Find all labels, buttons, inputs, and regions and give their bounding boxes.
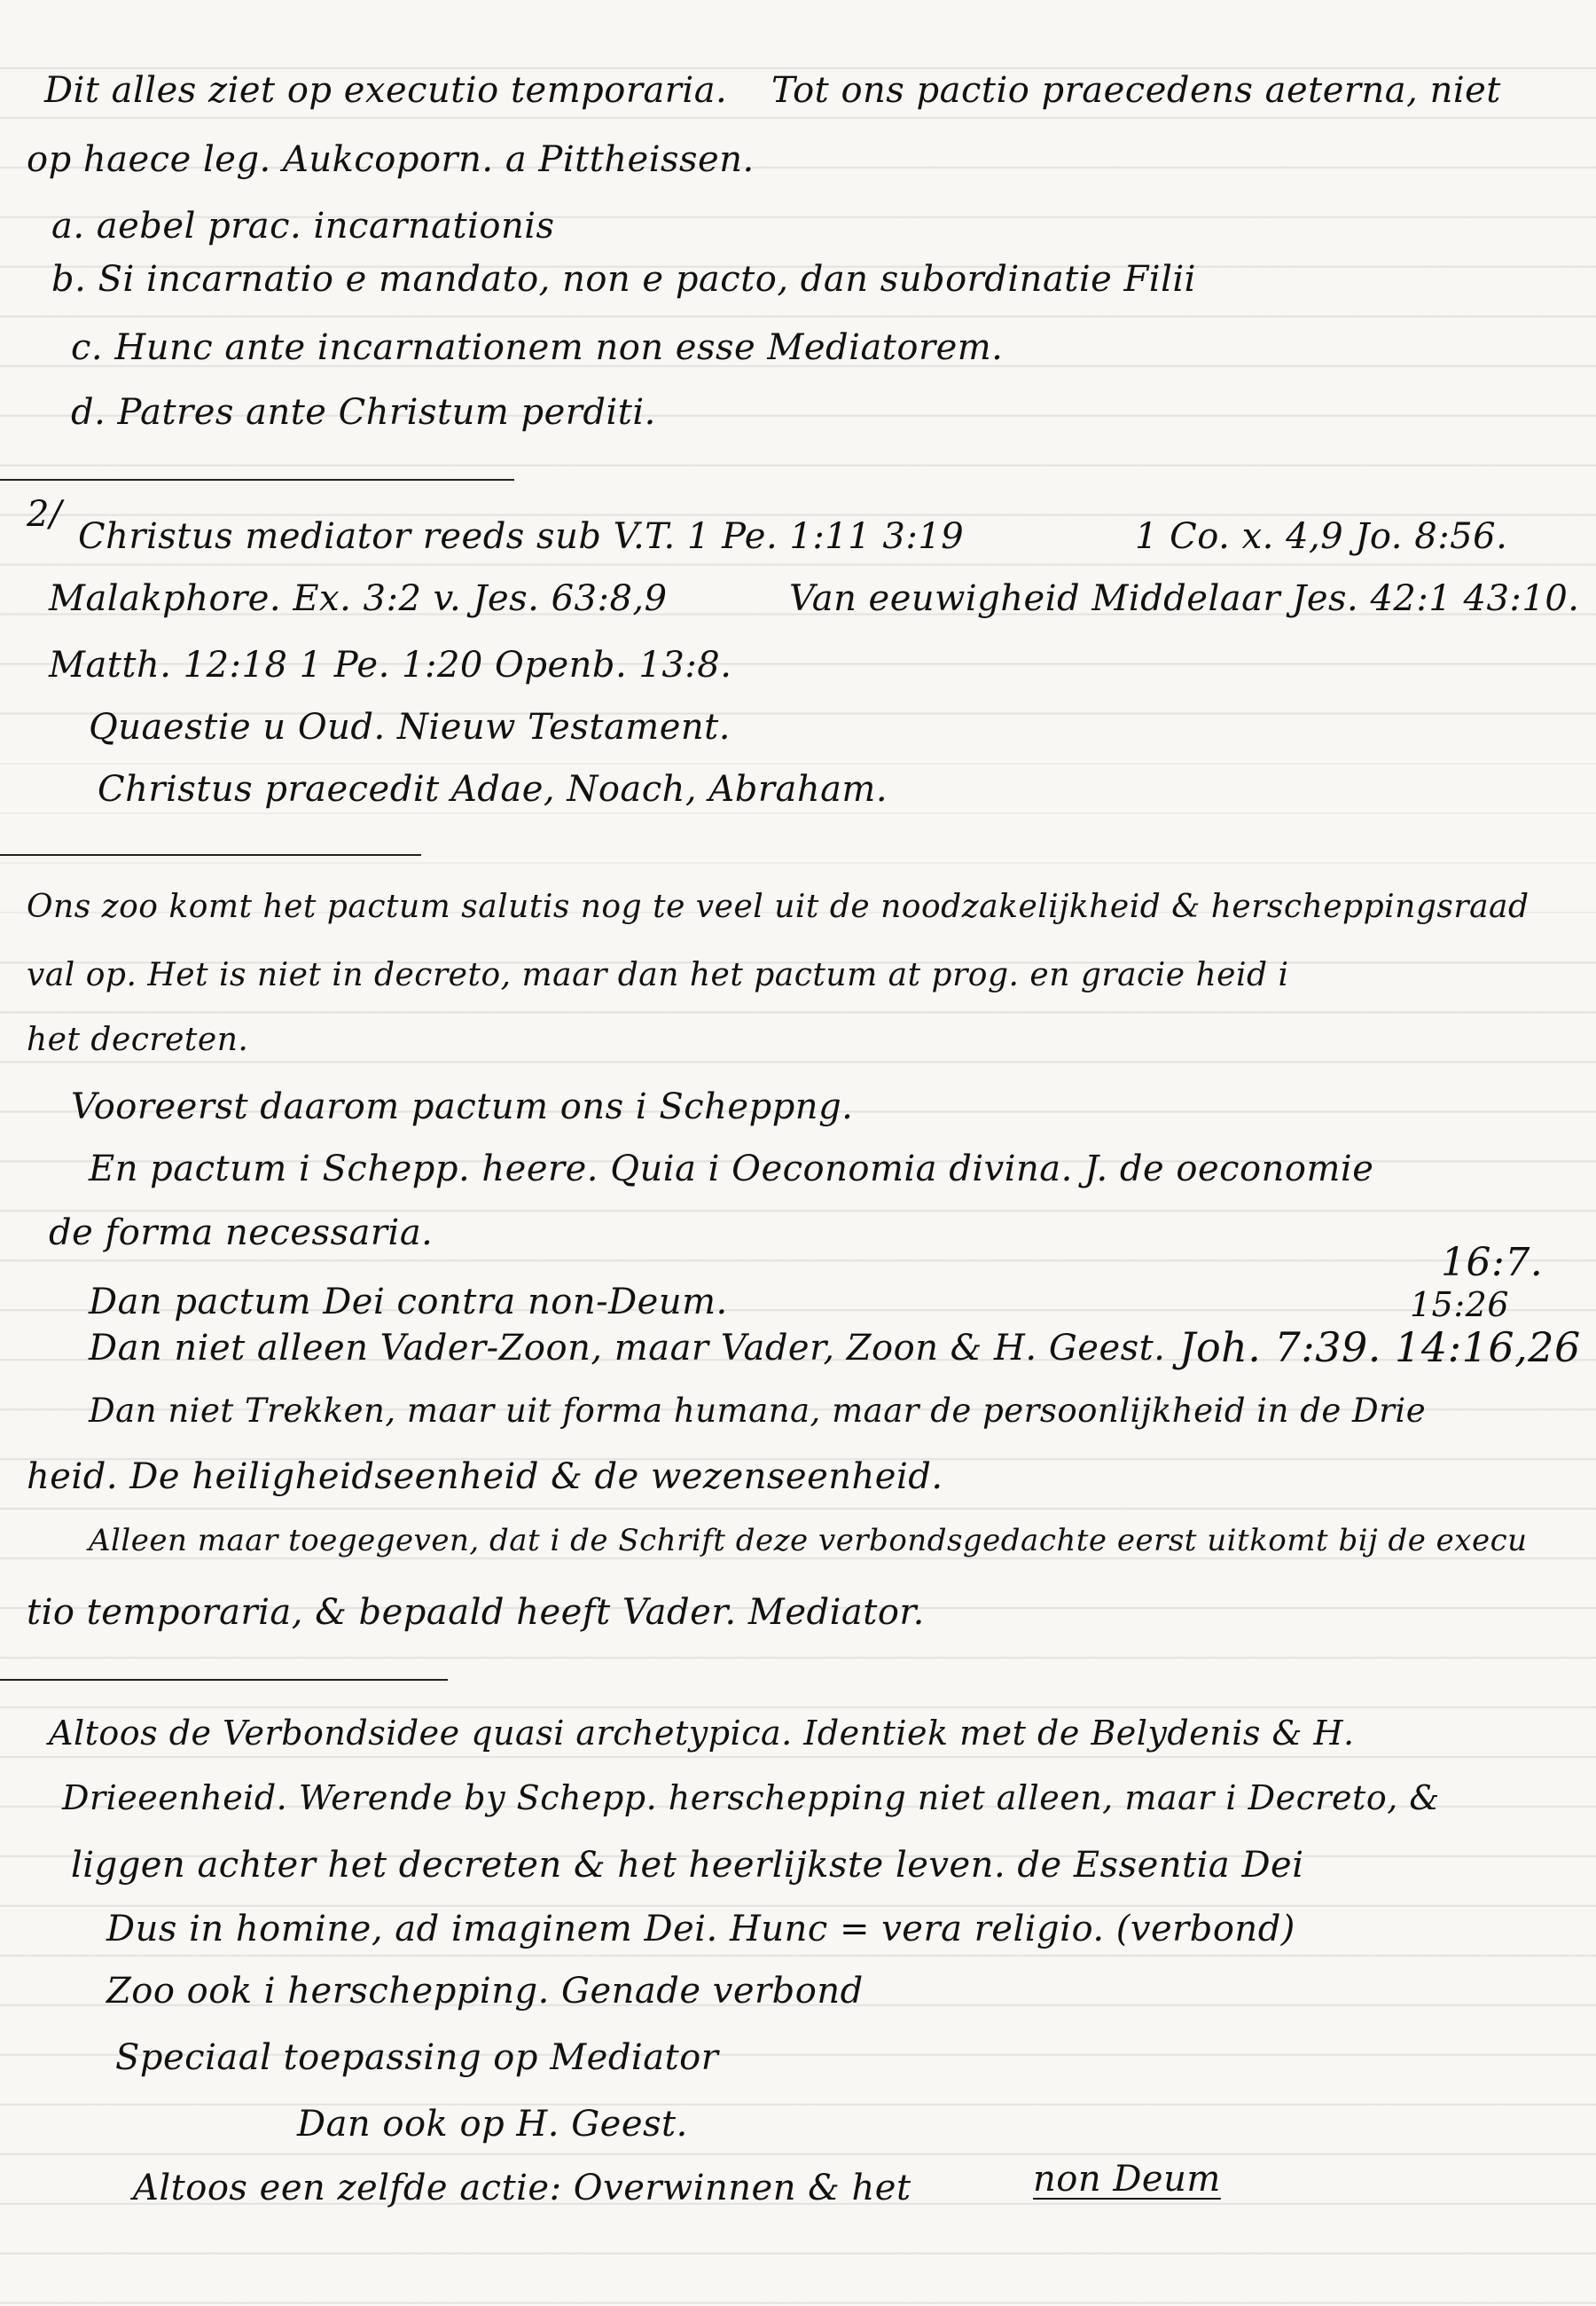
text-line: Alleen maar toegegeven, dat i de Schrift deze verbondsgedachte eerst uitkomt bij de execu bbox=[89, 1523, 1528, 1558]
text-line: Dus in homine, ad imaginem Dei. Hunc = vera religio. (verbond) bbox=[106, 1909, 1295, 1949]
text-line: Matth. 12:18 1 Pe. 1:20 Openb. 13:8. bbox=[49, 645, 732, 686]
text-line: Dan pactum Dei contra non-Deum. bbox=[89, 1282, 728, 1322]
section-divider bbox=[0, 479, 514, 481]
text-line: Christus mediator reeds sub V.T. 1 Pe. 1:11 3:19 bbox=[78, 516, 965, 557]
text-line: Tot ons pactio praecedens aeterna, niet bbox=[771, 70, 1501, 111]
text-line: heid. De heiligheidseenheid & de wezenseenheid. bbox=[27, 1456, 943, 1497]
text-line: Altoos de Verbondsidee quasi archetypica. Identiek met de Belydenis & H. bbox=[49, 1714, 1355, 1753]
text-line: Dan ook op H. Geest. bbox=[297, 2104, 688, 2145]
text-line: a. aebel prac. incarnationis bbox=[51, 206, 555, 247]
text-line: Joh. 7:39. 14:16,26 bbox=[1179, 1323, 1581, 1371]
text-line: Dan niet alleen Vader-Zoon, maar Vader, Zoon & H. Geest. bbox=[89, 1328, 1166, 1369]
text-line: b. Si incarnatio e mandato, non e pacto, dan subordinatie Filii bbox=[51, 259, 1196, 300]
text-line: de forma necessaria. bbox=[49, 1212, 434, 1253]
text-line: op haece leg. Aukcoporn. a Pittheissen. bbox=[27, 139, 755, 180]
text-line: Altoos een zelfde actie: Overwinnen & het bbox=[133, 2168, 911, 2208]
text-line: 1 Co. x. 4,9 Jo. 8:56. bbox=[1135, 516, 1508, 557]
text-line: En pactum i Schepp. heere. Quia i Oeconomia divina. J. de oeconomie bbox=[89, 1149, 1374, 1189]
text-line: liggen achter het decreten & het heerlijkste leven. de Essentia Dei bbox=[71, 1845, 1304, 1886]
text-line: Malakphore. Ex. 3:2 v. Jes. 63:8,9 bbox=[49, 578, 668, 619]
text-line: Dit alles ziet op executio temporaria. bbox=[44, 70, 728, 111]
text-line: Ons zoo komt het pactum salutis nog te veel uit de noodzakelijkheid & herscheppingsraad bbox=[27, 889, 1530, 925]
section-divider bbox=[0, 1679, 448, 1681]
text-line: d. Patres ante Christum perditi. bbox=[71, 392, 656, 433]
text-line: Vooreerst daarom pactum ons i Scheppng. bbox=[71, 1086, 854, 1127]
text-line: Speciaal toepassing op Mediator bbox=[115, 2037, 719, 2078]
text-line: c. Hunc ante incarnationem non esse Mediatorem. bbox=[71, 327, 1004, 368]
section-divider bbox=[0, 854, 421, 856]
text-line: 15:26 bbox=[1410, 1285, 1510, 1324]
text-line: Christus praecedit Adae, Noach, Abraham. bbox=[98, 769, 888, 810]
section-number: 2/ bbox=[27, 494, 62, 535]
text-line: Van eeuwigheid Middelaar Jes. 42:1 43:10. bbox=[789, 578, 1580, 619]
text-line: tio temporaria, & bepaald heeft Vader. Mediator. bbox=[27, 1592, 925, 1633]
text-line: Drieeenheid. Werende by Schepp. herschepping niet alleen, maar i Decreto, & bbox=[62, 1778, 1440, 1817]
text-line: Zoo ook i herschepping. Genade verbond bbox=[106, 1971, 864, 2012]
text-line: 16:7. bbox=[1441, 1240, 1544, 1285]
underlined-text: non Deum bbox=[1033, 2159, 1221, 2200]
text-line: het decreten. bbox=[27, 1022, 249, 1058]
text-line: Quaestie u Oud. Nieuw Testament. bbox=[89, 707, 731, 748]
text-line: Dan niet Trekken, maar uit forma humana, maar de persoonlijkheid in de Drie bbox=[89, 1392, 1427, 1430]
text-line: val op. Het is niet in decreto, maar dan het pactum at prog. en gracie heid i bbox=[27, 957, 1289, 993]
